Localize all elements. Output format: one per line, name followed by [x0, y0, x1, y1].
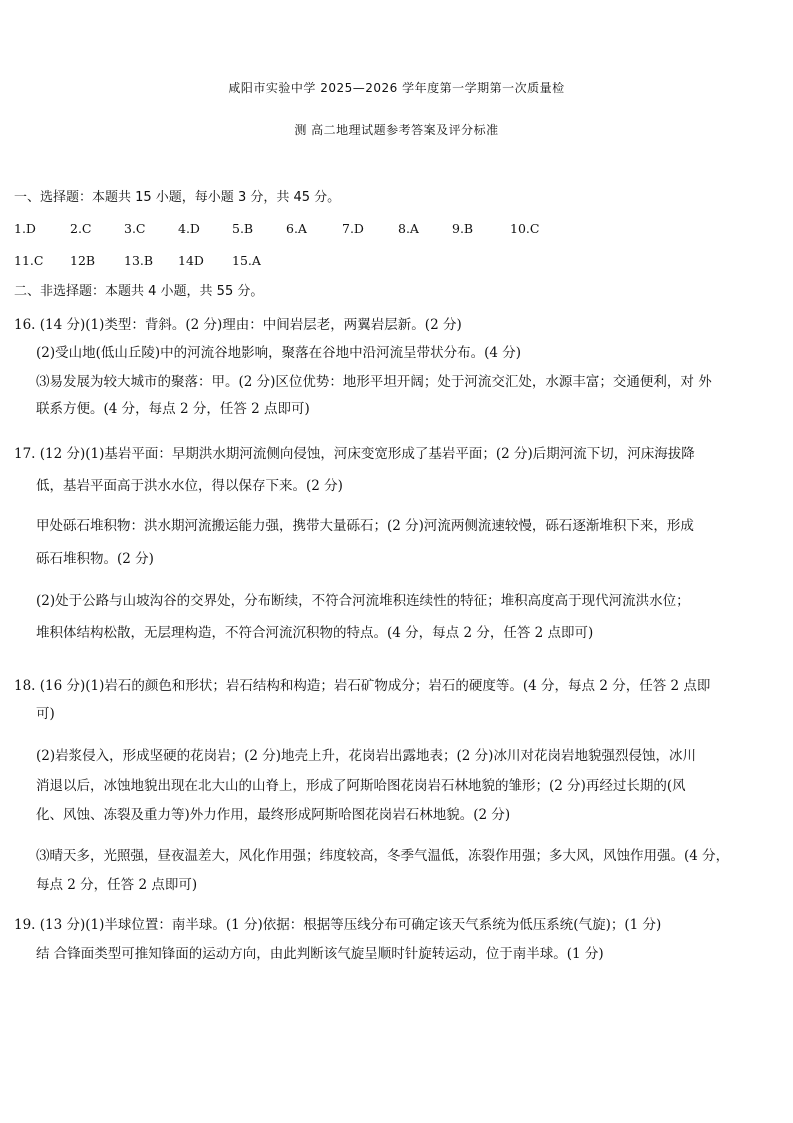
q17-line-1: 17. (12 分)(1)基岩平面：早期洪水期河流侧向侵蚀，河床变宽形成了基岩平面；(2 分)后期河流下切，河床海拔降: [14, 446, 695, 462]
q18-line-4: 消退以后，冰蚀地貌出现在北大山的山脊上，形成了阿斯哈图花岗岩石林地貌的雏形；(2 分)再经过长期的(风: [36, 777, 686, 794]
q18-line-6: ⑶晴天多，光照强，昼夜温差大，风化作用强；纬度较高，冬季气温低，冻裂作用强；多大风，风蚀作用强。(4 分，: [36, 847, 730, 864]
q17-line-6: 堆积体结构松散，无层理构造，不符合河流沉积物的特点。(4 分，每点 2 分，任答 2 点即可): [36, 624, 594, 641]
q17-line-2: 低，基岩平面高于洪水水位，得以保存下来。(2 分): [36, 478, 343, 495]
q18-line-7: 每点 2 分，任答 2 点即可): [36, 877, 198, 894]
q18-line-5: 化、风蚀、冻裂及重力等)外力作用，最终形成阿斯哈图花岗岩石林地貌。(2 分): [36, 806, 511, 823]
answer-4: 4.D: [178, 221, 200, 236]
section-2-heading: 二、非选择题：本题共 4 小题，共 55 分。: [14, 284, 264, 299]
q19-line-2: 结 合锋面类型可推知锋面的运动方向，由此判断该气旋呈顺时针旋转运动，位于南半球。(1 分): [36, 946, 604, 963]
answer-14: 14D: [178, 253, 204, 268]
answer-15: 15.A: [232, 253, 261, 268]
answer-7: 7.D: [342, 221, 364, 236]
q19-line-1: 19. (13 分)(1)半球位置：南半球。(1 分)依据：根据等压线分布可确定该天气系统为低压系统(气旋)；(1 分): [14, 917, 662, 933]
question-17: [14, 446, 772, 641]
q16-line-1: 16. (14 分)(1)类型：背斜。(2 分)理由：中间岩层老，两翼岩层新。(2 分): [14, 317, 462, 333]
q16-line-2: (2)受山地(低山丘陵)中的河流谷地影响，聚落在谷地中沿河流呈带状分布。(4 分): [36, 345, 522, 362]
answer-6: 6.A: [286, 221, 307, 236]
answer-11: 11.C: [14, 253, 44, 268]
answer-1: 1.D: [14, 221, 36, 236]
answer-3: 3.C: [124, 221, 146, 236]
q17-line-3: 甲处砾石堆积物：洪水期河流搬运能力强，携带大量砾石；(2 分)河流两侧流速较慢，砾石逐渐堆积下来，形成: [36, 518, 694, 535]
answer-9: 9.B: [452, 221, 474, 236]
section-1-heading: 一、选择题：本题共 15 小题，每小题 3 分，共 45 分。: [14, 190, 341, 205]
answer-10: 10.C: [510, 221, 540, 236]
q18-line-3: (2)岩浆侵入，形成坚硬的花岗岩；(2 分)地壳上升，花岗岩出露地表；(2 分)冰川对花岗岩地貌强烈侵蚀，冰川: [36, 748, 696, 765]
q17-line-4: 砾石堆积物。(2 分): [36, 550, 154, 567]
answer-2: 2.C: [70, 221, 92, 236]
q18-line-2: 可): [36, 706, 55, 723]
document-title-line-2: 测 高二地理试题参考答案及评分标准: [294, 123, 499, 137]
q16-line-4: 联系方便。(4 分，每点 2 分，任答 2 点即可): [36, 400, 310, 417]
question-16: [14, 317, 772, 417]
question-19: [14, 917, 772, 962]
question-18: [14, 678, 772, 893]
answer-12: 12B: [70, 253, 96, 268]
answer-13: 13.B: [124, 253, 154, 268]
answer-8: 8.A: [398, 221, 419, 236]
q16-line-3: ⑶易发展为较大城市的聚落：甲。(2 分)区位优势：地形平坦开阔；处于河流交汇处，水源丰富；交通便利，对 外: [36, 374, 712, 391]
document-title-line-1: 咸阳市实验中学 2025—2026 学年度第一学期第一次质量检: [228, 81, 565, 95]
answer-5: 5.B: [232, 221, 254, 236]
q17-line-5: (2)处于公路与山坡沟谷的交界处，分布断续，不符合河流堆积连续性的特征；堆积高度高于现代河流洪水位；: [36, 592, 690, 609]
q18-line-1: 18. (16 分)(1)岩石的颜色和形状；岩石结构和构造；岩石矿物成分；岩石的硬度等。(4 分，每点 2 分，任答 2 点即: [14, 678, 711, 694]
